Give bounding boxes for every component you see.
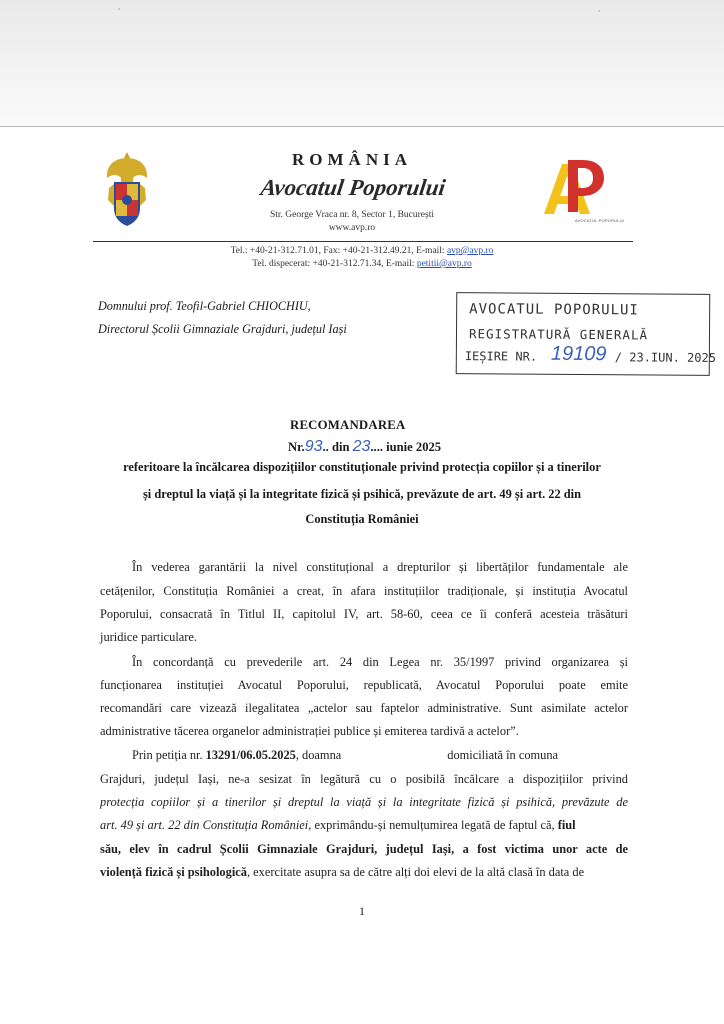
contact-line-dispatcher — [170, 259, 554, 269]
nr-value: 93 — [304, 438, 323, 455]
stamp-date: / 23.IUN. 2025 — [614, 350, 717, 365]
subject-line: Constituția României — [305, 512, 419, 526]
month-year: iunie 2025 — [386, 440, 442, 454]
body-line — [100, 818, 628, 832]
body-line: protecția copiilor și a tinerilor și dreptul la viață și la integritate fizică și psihică, prevăzute de — [100, 795, 628, 809]
text-span: violență fizică și psihologică — [100, 865, 247, 879]
day-value: 23 — [352, 438, 371, 455]
addressee-role: Directorul Școlii Gimnaziale Grajduri, județul Iași — [98, 322, 347, 336]
body-line — [100, 865, 628, 879]
day-dots: .... — [370, 440, 383, 454]
romania-coat-of-arms-icon — [104, 148, 150, 228]
page-number: 1 — [359, 904, 365, 918]
text-span: domiciliată în comuna — [447, 748, 559, 762]
stamp-exit-number: 19109 — [550, 342, 607, 366]
stamp-registry: REGISTRATURĂ GENERALĂ — [468, 326, 649, 343]
body-line — [132, 748, 628, 762]
header-rule — [93, 241, 633, 242]
din-word: din — [331, 440, 350, 454]
body-line: În vederea garantării la nivel constituțional a drepturilor și libertăților fundamentale ale — [132, 560, 628, 574]
body-line: juridice particulare. — [100, 630, 198, 644]
document-title: RECOMANDAREA — [290, 418, 406, 432]
addressee-name: Domnului prof. Teofil-Gabriel CHIOCHIU, — [98, 299, 311, 313]
country-name: ROMÂNIA — [292, 150, 412, 169]
institution-name: Avocatul Poporului — [259, 175, 447, 200]
contact-line-phone — [170, 246, 554, 256]
scan-speck — [598, 10, 600, 12]
logo-caption: AVOCATUL POPORULUI — [575, 218, 625, 223]
nr-dots: .. — [322, 440, 329, 454]
stamp-exit-label: IEȘIRE NR. — [464, 349, 538, 364]
text-span: Prin petiția nr. — [132, 748, 206, 762]
text-span: art. 49 și art. 22 din Constituția României — [100, 818, 309, 832]
stamp-institution: AVOCATUL POPORULUI — [469, 301, 639, 319]
body-line: Poporului, consacrată în Titlul II, capitolul IV, art. 58-60, ceea ce îi conferă acesteia trăsături — [100, 607, 628, 621]
text-span: , doamna — [295, 748, 342, 762]
body-line: său, elev în cadrul Școlii Gimnaziale Grajduri, județul Iași, a fost victima unor acte de — [100, 842, 628, 856]
body-line: În concordanță cu prevederile art. 24 din Legea nr. 35/1997 privind organizarea și — [132, 655, 628, 669]
registry-stamp — [456, 292, 717, 376]
institution-address: Str. George Vraca nr. 8, Sector 1, București — [270, 210, 434, 220]
body-line: recomandări care vizează ilegalitatea „actelor sau faptelor administrative. Sunt asimilate actelor — [100, 701, 628, 715]
institution-website: www.avp.ro — [328, 223, 376, 233]
avocatul-poporului-logo-icon — [538, 156, 606, 226]
petition-email-link[interactable]: petitii@avp.ro — [416, 259, 472, 269]
body-line: administrative tăcerea organelor administrației publice și emiterea tardivă a actelor”. — [100, 724, 519, 738]
nr-prefix: Nr. — [288, 440, 305, 454]
scan-edge-line — [0, 126, 724, 127]
text-span: fiul — [557, 818, 576, 832]
text-span: , exprimându-și nemulțumirea legată de faptul că, — [308, 818, 558, 832]
body-line: Grajduri, județul Iași, ne-a sesizat în legătură cu o posibilă încălcare a dispozițiilor privind — [100, 772, 628, 786]
body-line: funcționarea instituției Avocatul Poporului, republicată, Avocatul Poporului poate emite — [100, 678, 628, 692]
body-line: cetățenilor, Constituția României a creat, în afara instituțiilor tradiționale, și instituția Avocatul — [100, 584, 628, 598]
subject-line: referitoare la încălcarea dispozițiilor constituționale privind protecția copiilor și a tinerilor — [123, 460, 601, 474]
petition-number: 13291/06.05.2025 — [205, 748, 296, 762]
scan-top-margin — [0, 0, 724, 126]
phone-fax-text: Tel.: +40-21-312.71.01, Fax: +40-21-312.49.21, E-mail: — [230, 246, 445, 256]
dispatcher-text: Tel. dispecerat: +40-21-312.71.34, E-mail: — [252, 259, 415, 269]
document-number-line — [288, 438, 441, 456]
scan-speck — [118, 8, 120, 10]
subject-line: și dreptul la viață și la integritate fizică și psihică, prevăzute de art. 49 și art. 22 din — [142, 487, 581, 501]
email-link[interactable]: avp@avp.ro — [446, 246, 494, 256]
text-span: , exercitate asupra sa de către alți doi elevi de la altă clasă în data de — [246, 865, 585, 879]
